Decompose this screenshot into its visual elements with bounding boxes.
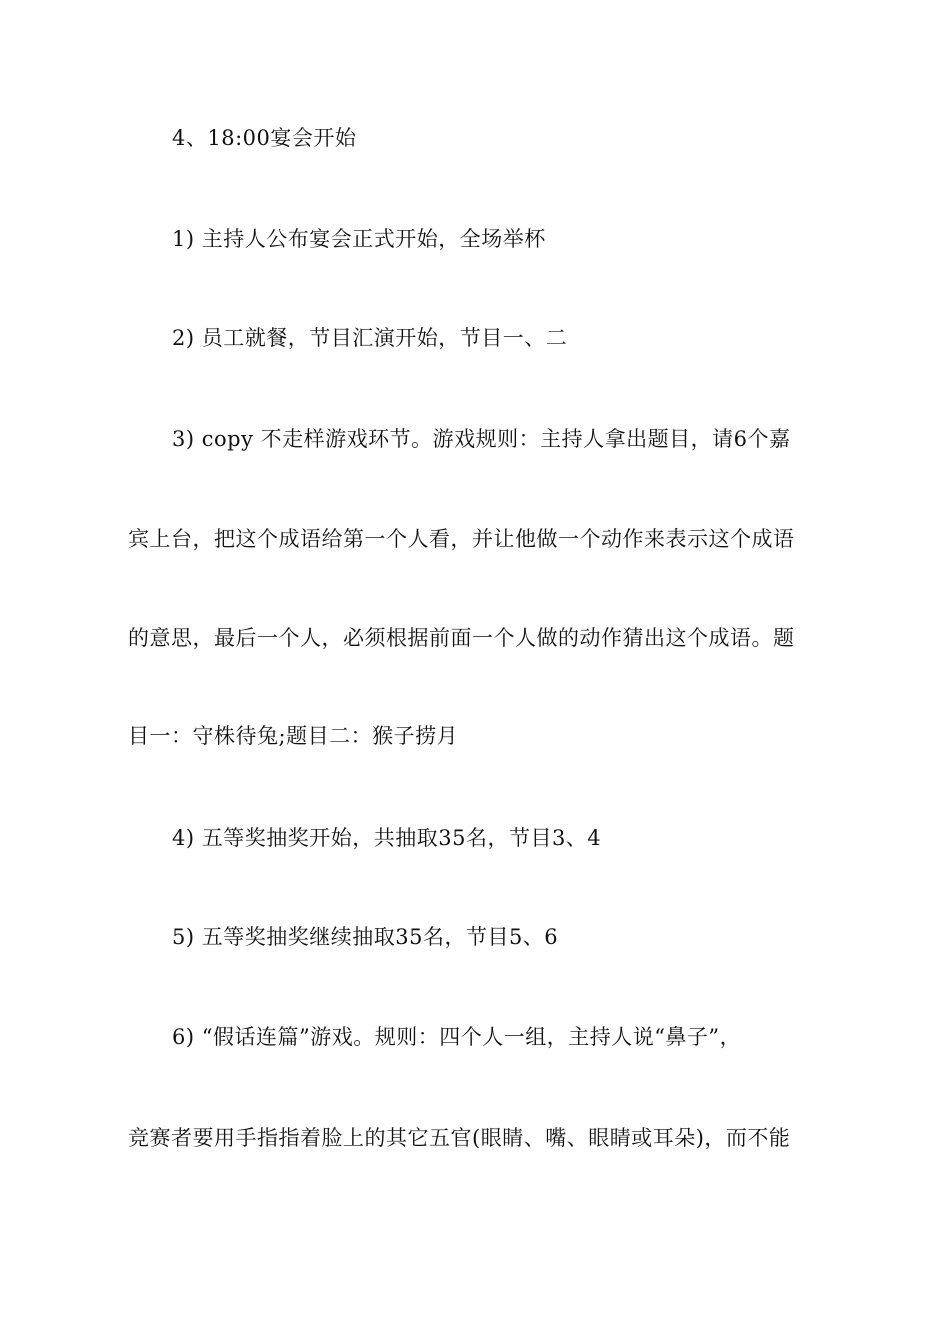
paragraph-line-continuation: 宾上台，把这个成语给第一个人看，并让他做一个动作来表示这个成语 <box>128 527 795 551</box>
list-item-6-false-words-game: 6) “假话连篇”游戏。规则：四个人一组，主持人说“鼻子”， <box>172 1025 742 1049</box>
list-item-5-fifth-prize-continue: 5) 五等奖抽奖继续抽取35名，节目5、6 <box>172 925 559 949</box>
list-item-3-copy-game: 3) copy 不走样游戏环节。游戏规则：主持人拿出题目，请6个嘉 <box>172 427 791 451</box>
paragraph-line-continuation: 的意思，最后一个人，必须根据前面一个人做的动作猜出这个成语。题 <box>128 626 795 650</box>
section-heading-banquet-start: 4、18:00宴会开始 <box>172 126 357 150</box>
paragraph-line-continuation: 竞赛者要用手指指着脸上的其它五官(眼睛、嘴、眼睛或耳朵)，而不能 <box>128 1126 791 1150</box>
list-item-2-dinner-performance: 2) 员工就餐，节目汇演开始，节目一、二 <box>172 326 568 350</box>
list-item-1-host-announcement: 1) 主持人公布宴会正式开始，全场举杯 <box>172 227 546 251</box>
list-item-4-fifth-prize-draw: 4) 五等奖抽奖开始，共抽取35名，节目3、4 <box>172 826 602 850</box>
paragraph-line-continuation: 目一：守株待兔;题目二：猴子捞月 <box>128 724 459 748</box>
